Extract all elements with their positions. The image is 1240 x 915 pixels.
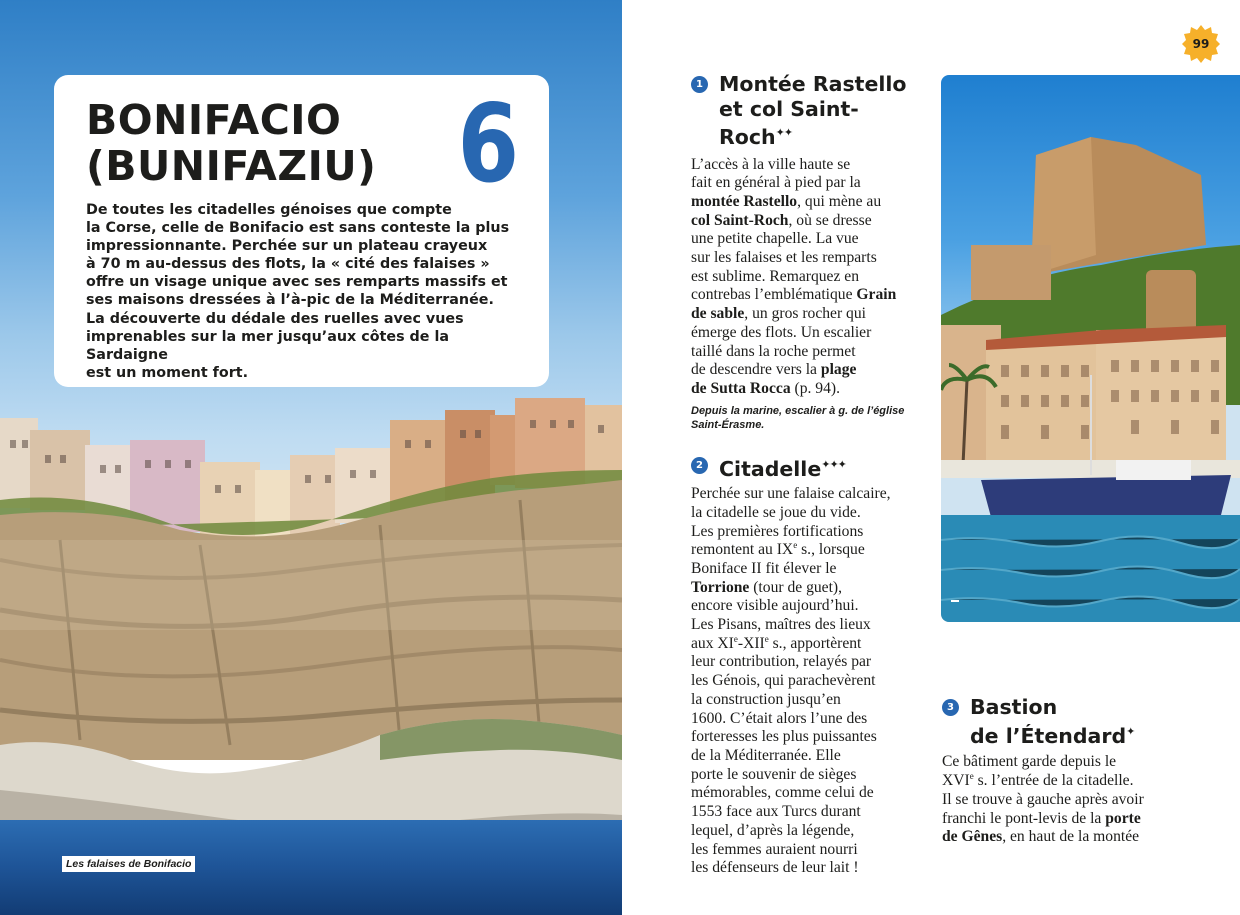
text-line: lequel, d’après la légende, — [691, 821, 855, 839]
page-number: 99 — [1192, 37, 1210, 51]
chemin-de-ronde-paragraph — [942, 638, 1240, 675]
text-line: , un gros rocher qui — [744, 305, 866, 323]
bold-term: porte — [1105, 809, 1141, 827]
section-2-heading — [691, 453, 926, 482]
heading-line: Bastion — [970, 695, 1058, 720]
text-line: aux XI — [691, 634, 734, 652]
heading-line: Montée Rastello — [719, 72, 907, 96]
text-line: les femmes auraient nourri — [691, 840, 858, 858]
text-line: 1553 face aux Turcs durant — [691, 803, 861, 821]
text-line: Il se trouve à gauche après avoir — [942, 790, 1144, 808]
bold-term: Grain — [856, 286, 897, 304]
text-line: s. l’entrée de la citadelle. — [973, 772, 1134, 790]
text-line: Boniface II fit élever le — [691, 559, 837, 577]
text-line: mémorables, comme celui de — [691, 784, 874, 802]
section-2-body — [691, 485, 926, 878]
text-line: encore visible aujourd’hui. — [691, 597, 859, 615]
bold-term: de Sutta Rocca — [691, 379, 791, 397]
star-rating: ✦✦✦ — [821, 457, 846, 471]
text-line: s., lorsque — [797, 541, 865, 559]
bold-term: de Gênes — [942, 828, 1003, 846]
section-1-access-note — [691, 404, 926, 433]
intro-line: offre un visage unique avec ses remparts massifs et — [86, 274, 508, 291]
superscript: e — [764, 633, 769, 644]
text-line: (p. 94). — [790, 379, 840, 397]
note-line: Depuis la marine, escalier à g. de l’église — [691, 404, 905, 417]
intro-line: impressionnante. Perchée sur un plateau crayeux — [86, 238, 488, 255]
section-number-badge: 1 — [691, 76, 708, 93]
text-line: de descendre vers la — [691, 361, 821, 379]
text-line: les Génois, qui parachevèrent — [691, 672, 876, 690]
note-line: Saint-Érasme. — [691, 419, 765, 432]
bold-term: col Saint-Roch — [691, 211, 789, 229]
section-3-body — [942, 753, 1240, 847]
chapter-number: 6 — [457, 82, 519, 207]
text-line: sur les falaises et les remparts — [691, 249, 877, 267]
bold-term: montée Rastello — [691, 192, 798, 210]
star-rating: ✦ — [1126, 724, 1135, 738]
text-line: XVI — [942, 772, 970, 790]
text-line: porte le souvenir de sièges — [691, 765, 857, 783]
text-line: (tour de guet), — [749, 578, 843, 596]
photo-caption — [951, 600, 959, 602]
text-line: émerge des flots. Un escalier — [691, 323, 872, 341]
intro-paragraph — [86, 201, 526, 382]
text-line: de la Méditerranée. Elle — [691, 746, 841, 764]
intro-line: est un moment fort. — [86, 364, 249, 381]
page-number-badge — [1182, 25, 1220, 63]
superscript: e — [969, 771, 974, 782]
text-line: 1600. C’était alors l’une des — [691, 709, 868, 727]
text-column-2 — [942, 638, 1240, 847]
text-line: forteresses les plus puissantes — [691, 728, 877, 746]
text-line: , où se dresse — [788, 211, 872, 229]
text-line: Ce bâtiment garde depuis le — [942, 753, 1117, 771]
text-line: est sublime. Remarquez en — [691, 267, 860, 285]
text-line: taillé dans la roche permet — [691, 342, 856, 360]
text-line: s., apportèrent — [768, 634, 862, 652]
section-1-body — [691, 156, 926, 399]
text-line: Les Pisans, maîtres des lieux — [691, 616, 871, 634]
section-3-heading — [942, 695, 1240, 748]
chapter-title-box — [54, 75, 549, 387]
star-rating: ✦✦ — [775, 126, 793, 139]
text-line: la citadelle se joue du vide. — [691, 503, 861, 521]
text-column-1 — [691, 72, 926, 878]
title-line-1: BONIFACIO — [86, 96, 342, 144]
intro-line: à 70 m au-dessus des flots, la « cité des falaises » — [86, 256, 490, 273]
text-line: la construction jusqu’en — [691, 690, 841, 708]
bold-term: de sable — [691, 305, 745, 323]
text-line: contrebas l’emblématique — [691, 286, 857, 304]
text-line: L’accès à la ville haute se — [691, 155, 851, 173]
text-line: les défenseurs de leur lait ! — [691, 859, 859, 877]
heading-line: de l’Étendard — [970, 723, 1127, 748]
intro-line: De toutes les citadelles génoises que compte — [86, 202, 452, 218]
title-line-2: (BUNIFAZIU) — [86, 142, 377, 190]
chapter-title — [86, 97, 376, 189]
superscript: e — [793, 540, 798, 551]
harbor-illustration — [941, 75, 1240, 622]
intro-line: ses maisons dressées à l’à-pic de la Méditerranée. — [86, 292, 494, 309]
heading-line: Citadelle — [719, 456, 822, 481]
section-1-heading — [691, 72, 926, 150]
heading-line: Roch — [719, 125, 776, 149]
harbor-citadel-photo — [941, 75, 1240, 622]
text-line: Perchée sur une falaise calcaire, — [691, 485, 891, 503]
text-line: fait en général à pied par la — [691, 174, 861, 192]
intro-line: La découverte du dédale des ruelles avec vues — [86, 310, 464, 327]
heading-line: et col Saint- — [719, 96, 859, 121]
intro-line: imprenables sur la mer jusqu’aux côtes de la Sardaigne — [86, 328, 450, 363]
text-line: Les premières fortifications — [691, 522, 864, 540]
text-line: -XII — [737, 634, 765, 652]
section-number-badge: 3 — [942, 699, 959, 716]
superscript: e — [733, 633, 738, 644]
section-number-badge: 2 — [691, 457, 708, 474]
photo-caption: Les falaises de Bonifacio — [62, 856, 195, 872]
text-line: franchi le pont-levis de la — [942, 809, 1106, 827]
text-line: , en haut de la montée — [1002, 828, 1140, 846]
text-line: une petite chapelle. La vue — [691, 230, 859, 248]
bold-term: plage — [820, 361, 857, 379]
intro-line: la Corse, celle de Bonifacio est sans conteste la plus — [86, 220, 510, 237]
text-line: leur contribution, relayés par — [691, 653, 872, 671]
bold-term: Torrione — [691, 578, 750, 596]
text-line: remontent au IX — [691, 541, 794, 559]
text-line: , qui mène au — [797, 192, 882, 210]
